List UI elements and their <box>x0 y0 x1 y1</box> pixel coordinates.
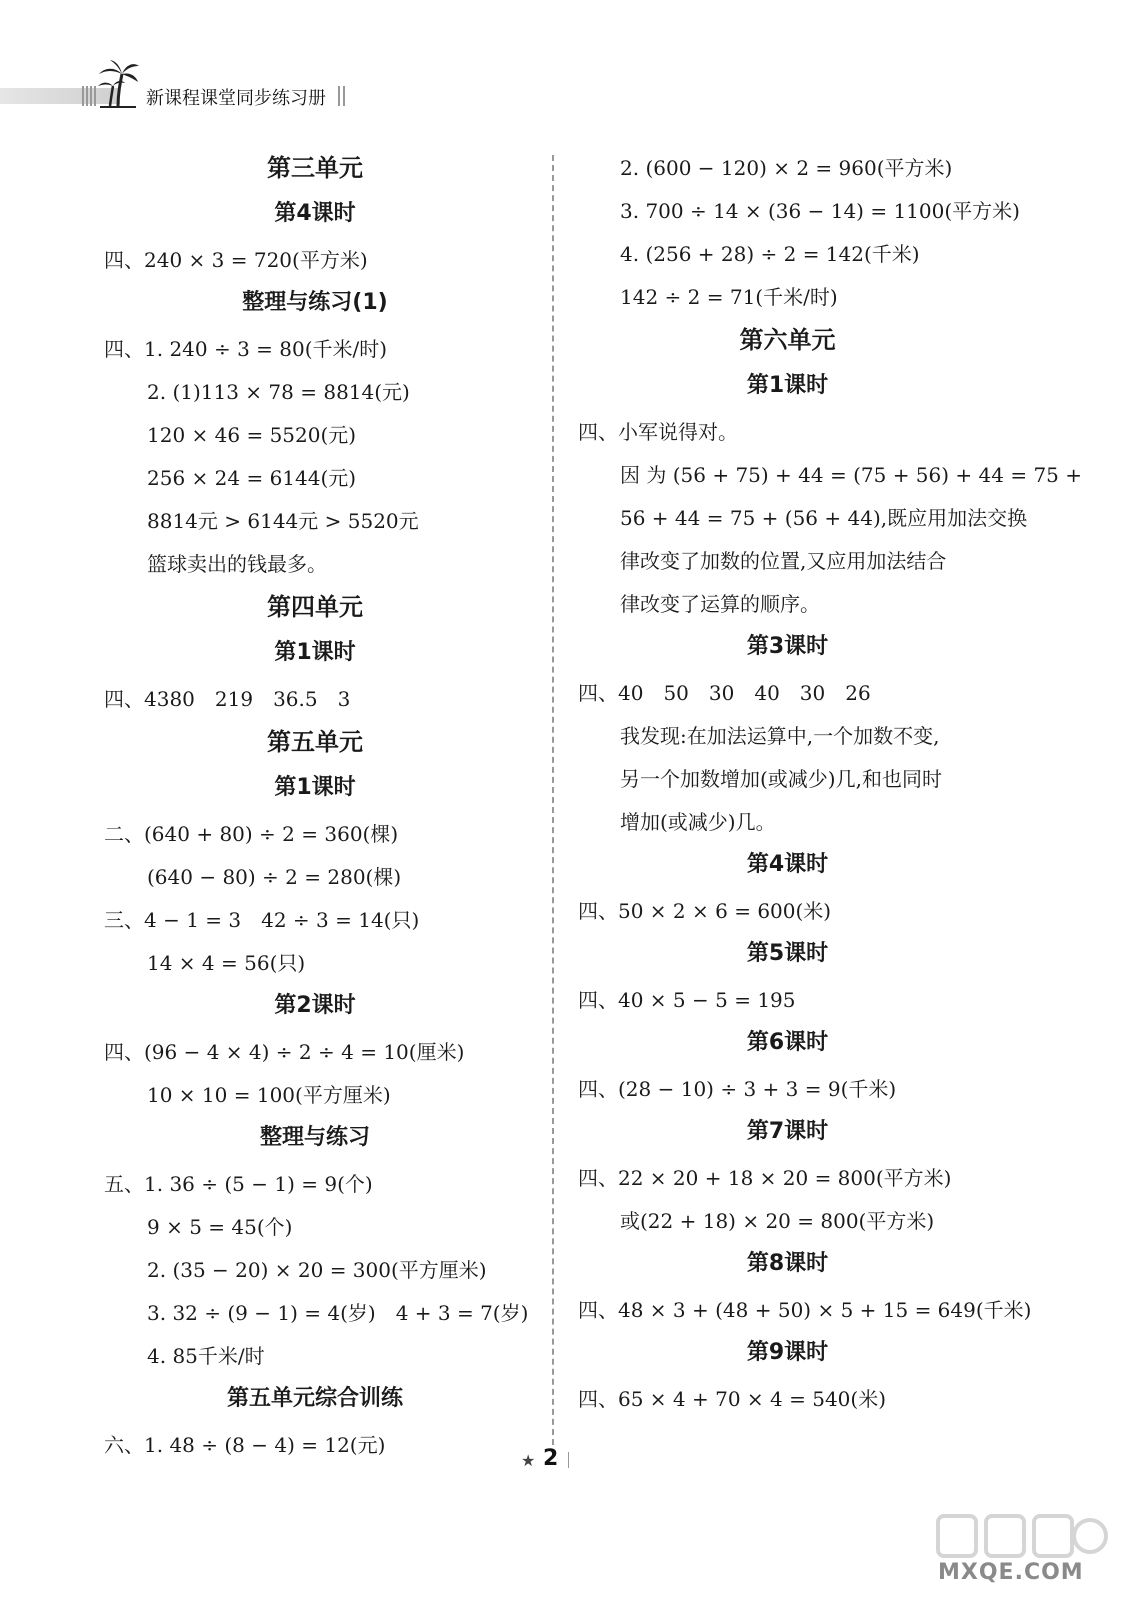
answer-line: 三、4 − 1 = 3 42 ÷ 3 = 14(只) <box>104 908 420 932</box>
lesson-heading: 第2课时 <box>274 993 356 1018</box>
lesson-heading: 第1课时 <box>746 373 829 398</box>
lesson-heading: 第1课时 <box>274 775 356 800</box>
lesson-heading: 第7课时 <box>746 1119 829 1144</box>
lesson-heading: 第5课时 <box>746 941 829 966</box>
lesson-heading: 第9课时 <box>746 1340 829 1365</box>
lesson-heading: 第4课时 <box>746 852 829 877</box>
lesson-heading: 第3课时 <box>746 634 829 659</box>
page-footer <box>0 1450 1125 1490</box>
unit-heading: 第五单元 <box>267 728 363 756</box>
unit-heading: 第六单元 <box>739 326 836 354</box>
answer-line: 二、(640 + 80) ÷ 2 = 360(棵) <box>104 822 399 846</box>
answer-line: 或(22 + 18) × 20 = 800(平方米) <box>620 1209 935 1233</box>
answer-line: 另一个加数增加(或减少)几,和也同时 <box>620 767 942 791</box>
answer-line: 四、40 × 5 − 5 = 195 <box>578 988 796 1012</box>
lesson-heading: 第1课时 <box>274 640 356 665</box>
answer-line: (640 − 80) ÷ 2 = 280(棵) <box>147 865 402 889</box>
unit-heading: 第三单元 <box>267 154 363 182</box>
answer-line: 四、1. 240 ÷ 3 = 80(千米/时) <box>104 337 388 361</box>
answer-line: 2. (35 − 20) × 20 = 300(平方厘米) <box>147 1258 487 1282</box>
answer-line: 4. 85千米/时 <box>147 1344 265 1368</box>
lesson-heading: 整理与练习 <box>259 1125 370 1150</box>
answer-line: 五、1. 36 ÷ (5 − 1) = 9(个) <box>104 1172 373 1196</box>
lesson-heading: 第6课时 <box>746 1030 829 1055</box>
answer-line: 120 × 46 = 5520(元) <box>147 423 357 447</box>
answer-line: 2. (600 − 120) × 2 = 960(平方米) <box>620 156 953 180</box>
page-number: 2 <box>543 1446 559 1471</box>
answer-line: 篮球卖出的钱最多。 <box>147 552 327 576</box>
answer-line: 四、240 × 3 = 720(平方米) <box>104 248 368 272</box>
answer-line: 因 为 (56 + 75) + 44 = (75 + 56) + 44 = 75 + <box>620 463 1083 487</box>
answer-line: 9 × 5 = 45(个) <box>147 1215 293 1239</box>
answer-line: 8814元 > 6144元 > 5520元 <box>147 509 419 533</box>
lesson-heading: 第五单元综合训练 <box>226 1386 403 1411</box>
unit-heading: 第四单元 <box>267 593 363 621</box>
answer-line: 14 × 4 = 56(只) <box>147 951 306 975</box>
answer-line: 我发现:在加法运算中,一个加数不变, <box>620 724 940 748</box>
answer-line: 四、(96 − 4 × 4) ÷ 2 ÷ 4 = 10(厘米) <box>104 1040 465 1064</box>
answer-line: 四、50 × 2 × 6 = 600(米) <box>578 899 832 923</box>
column-divider <box>552 155 554 1455</box>
star-icon: ★ <box>521 1451 536 1470</box>
answer-line: 四、4380 219 36.5 3 <box>104 687 351 711</box>
answer-line: 四、小军说得对。 <box>578 420 738 444</box>
lesson-heading: 第4课时 <box>274 201 356 226</box>
header-stripes <box>82 86 96 106</box>
answer-line: 四、(28 − 10) ÷ 3 + 3 = 9(千米) <box>578 1077 897 1101</box>
answer-line: 3. 700 ÷ 14 × (36 − 14) = 1100(平方米) <box>620 199 1020 223</box>
watermark-text: MXQE.COM <box>938 1560 1084 1585</box>
answer-line: 142 ÷ 2 = 71(千米/时) <box>620 285 838 309</box>
answer-line: 256 × 24 = 6144(元) <box>147 466 357 490</box>
answer-line: 3. 32 ÷ (9 − 1) = 4(岁) 4 + 3 = 7(岁) <box>147 1301 529 1325</box>
answer-line: 四、48 × 3 + (48 + 50) × 5 + 15 = 649(千米) <box>578 1298 1032 1322</box>
header-title: 新课程课堂同步练习册 <box>146 88 326 109</box>
answer-line: 56 + 44 = 75 + (56 + 44),既应用加法交换 <box>620 506 1028 530</box>
lesson-heading: 第8课时 <box>746 1251 829 1276</box>
lesson-heading: 整理与练习(1) <box>242 290 388 315</box>
answer-line: 四、40 50 30 40 30 26 <box>578 681 871 705</box>
footer-tick <box>568 1452 569 1468</box>
palm-tree-icon <box>96 58 140 108</box>
header-end-bars <box>338 86 346 106</box>
answer-line: 4. (256 + 28) ÷ 2 = 142(千米) <box>620 242 920 266</box>
answer-line: 10 × 10 = 100(平方厘米) <box>147 1083 391 1107</box>
answer-line: 四、22 × 20 + 18 × 20 = 800(平方米) <box>578 1166 952 1190</box>
answer-line: 四、65 × 4 + 70 × 4 = 540(米) <box>578 1387 887 1411</box>
answer-line: 律改变了运算的顺序。 <box>620 592 820 616</box>
answer-line: 律改变了加数的位置,又应用加法结合 <box>620 549 947 573</box>
answer-line: 六、1. 48 ÷ (8 − 4) = 12(元) <box>104 1433 386 1457</box>
answer-line: 增加(或减少)几。 <box>620 810 776 834</box>
answer-line: 2. (1)113 × 78 = 8814(元) <box>147 380 410 404</box>
